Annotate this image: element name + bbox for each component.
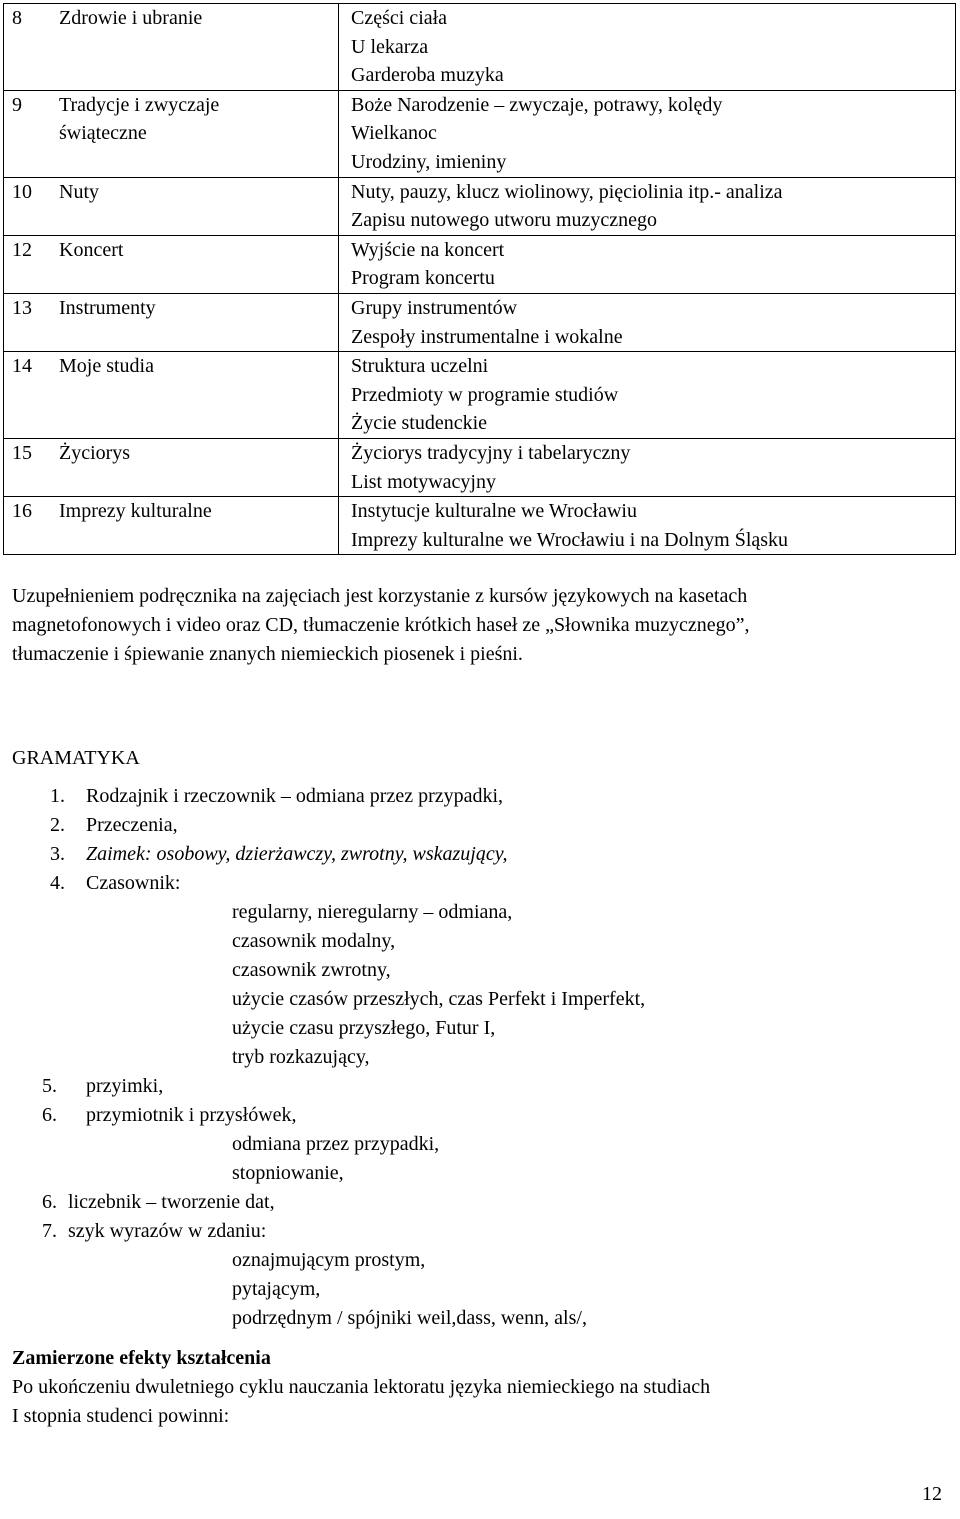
row-number: 9 <box>4 90 60 177</box>
grammar-item-text: Zaimek: osobowy, dzierżawczy, zwrotny, wskazujący, <box>86 843 508 865</box>
subtopic-line: Grupy instrumentów <box>351 296 518 319</box>
row-topic <box>59 497 339 555</box>
grammar-item-number: 7. <box>42 1220 57 1242</box>
row-subtopics <box>339 352 956 439</box>
subtopic-line: List motywacyjny <box>351 470 496 493</box>
row-number: 8 <box>4 4 60 91</box>
topic-line: Moje studia <box>59 355 154 378</box>
grammar-item-text: Czasownik: <box>86 872 181 894</box>
topic-line: Koncert <box>59 238 124 261</box>
topic-line: Instrumenty <box>59 296 156 319</box>
paragraph-line: tłumaczenie i śpiewanie znanych niemieckich piosenek i pieśni. <box>12 643 523 665</box>
row-subtopics <box>339 293 956 351</box>
grammar-subitem: czasownik modalny, <box>232 930 396 952</box>
subtopic-line: Program koncertu <box>351 267 495 290</box>
effects-text-line: Po ukończeniu dwuletniego cyklu nauczania lektoratu języka niemieckiego na studiach <box>12 1376 711 1398</box>
topic-line: Życiorys <box>59 441 131 464</box>
subtopic-line: Instytucje kulturalne we Wrocławiu <box>351 500 637 523</box>
subtopic-line: Imprezy kulturalne we Wrocławiu i na Dolnym Śląsku <box>351 528 789 551</box>
subtopic-line: U lekarza <box>351 35 429 58</box>
topic-line: Nuty <box>59 180 99 203</box>
grammar-item-number: 4. <box>50 872 65 894</box>
subtopic-line: Garderoba muzyka <box>351 64 504 87</box>
row-number: 15 <box>4 438 60 496</box>
subtopic-line: Przedmioty w programie studiów <box>351 383 619 406</box>
grammar-subitem: czasownik zwrotny, <box>232 959 391 981</box>
grammar-item-text: Rodzajnik i rzeczownik – odmiana przez przypadki, <box>86 785 504 807</box>
supplement-paragraph <box>12 582 942 669</box>
subtopic-line: Życie studenckie <box>351 412 488 435</box>
grammar-item-number: 3. <box>50 843 65 865</box>
grammar-subitem: oznajmującym prostym, <box>232 1249 426 1271</box>
table-row <box>4 177 956 235</box>
grammar-subitem: odmiana przez przypadki, <box>232 1133 440 1155</box>
table-row <box>4 4 956 91</box>
topic-line: świąteczne <box>59 122 147 145</box>
row-number: 10 <box>4 177 60 235</box>
grammar-item-number: 6. <box>42 1191 57 1213</box>
row-number: 13 <box>4 293 60 351</box>
paragraph-line: magnetofonowych i video oraz CD, tłumaczenie krótkich haseł ze „Słownika muzycznego”, <box>12 614 750 636</box>
table-row <box>4 352 956 439</box>
subtopic-line: Boże Narodzenie – zwyczaje, potrawy, kolędy <box>351 93 723 116</box>
grammar-item-number: 2. <box>50 814 65 836</box>
subtopic-line: Zespoły instrumentalne i wokalne <box>351 325 623 348</box>
grammar-subitem: użycie czasów przeszłych, czas Perfekt i Imperfekt, <box>232 988 646 1010</box>
effects-heading: Zamierzone efekty kształcenia <box>12 1347 271 1369</box>
row-topic <box>59 352 339 439</box>
row-topic <box>59 90 339 177</box>
row-topic <box>59 235 339 293</box>
grammar-subitem: użycie czasu przyszłego, Futur I, <box>232 1017 496 1039</box>
subtopic-line: Urodziny, imieniny <box>351 150 507 173</box>
row-number: 12 <box>4 235 60 293</box>
grammar-subitem: tryb rozkazujący, <box>232 1046 370 1068</box>
grammar-item-text: szyk wyrazów w zdaniu: <box>68 1220 267 1242</box>
row-subtopics <box>339 497 956 555</box>
table-row <box>4 90 956 177</box>
grammar-item-number: 6. <box>42 1104 57 1126</box>
row-subtopics <box>339 235 956 293</box>
subtopic-line: Wielkanoc <box>351 122 437 145</box>
row-subtopics <box>339 177 956 235</box>
grammar-subitem: regularny, nieregularny – odmiana, <box>232 901 513 923</box>
row-topic <box>59 177 339 235</box>
row-subtopics <box>339 90 956 177</box>
subtopic-line: Nuty, pauzy, klucz wiolinowy, pięciolinia itp.- analiza <box>351 180 783 203</box>
row-topic <box>59 293 339 351</box>
grammar-item-number: 1. <box>50 785 65 807</box>
grammar-subitem: stopniowanie, <box>232 1162 344 1184</box>
subtopic-line: Wyjście na koncert <box>351 238 505 261</box>
table-row <box>4 235 956 293</box>
row-subtopics <box>339 438 956 496</box>
table-row <box>4 293 956 351</box>
row-topic <box>59 4 339 91</box>
grammar-subitem: pytającym, <box>232 1278 321 1300</box>
subtopic-line: Części ciała <box>351 7 448 29</box>
table-row <box>4 438 956 496</box>
row-number: 16 <box>4 497 60 555</box>
subtopic-line: Zapisu nutowego utworu muzycznego <box>351 209 658 232</box>
topic-line: Imprezy kulturalne <box>59 500 212 523</box>
topics-table <box>3 3 956 555</box>
grammar-item-number: 5. <box>42 1075 57 1097</box>
grammar-heading: GRAMATYKA <box>12 747 140 769</box>
page-number: 12 <box>922 1483 942 1505</box>
grammar-item-text: liczebnik – tworzenie dat, <box>68 1191 275 1213</box>
row-number: 14 <box>4 352 60 439</box>
grammar-item-text: przyimki, <box>86 1075 164 1097</box>
effects-text-line: I stopnia studenci powinni: <box>12 1405 230 1427</box>
topic-line: Zdrowie i ubranie <box>59 7 203 29</box>
topic-line: Tradycje i zwyczaje <box>59 93 220 116</box>
grammar-item-text: Przeczenia, <box>86 814 178 836</box>
grammar-item-text: przymiotnik i przysłówek, <box>86 1104 297 1126</box>
table-row <box>4 497 956 555</box>
subtopic-line: Struktura uczelni <box>351 355 489 378</box>
grammar-subitem: podrzędnym / spójniki weil,dass, wenn, als/, <box>232 1307 587 1329</box>
row-topic <box>59 438 339 496</box>
subtopic-line: Życiorys tradycyjny i tabelaryczny <box>351 441 631 464</box>
row-subtopics <box>339 4 956 91</box>
paragraph-line: Uzupełnieniem podręcznika na zajęciach jest korzystanie z kursów językowych na kasetach <box>12 585 748 607</box>
